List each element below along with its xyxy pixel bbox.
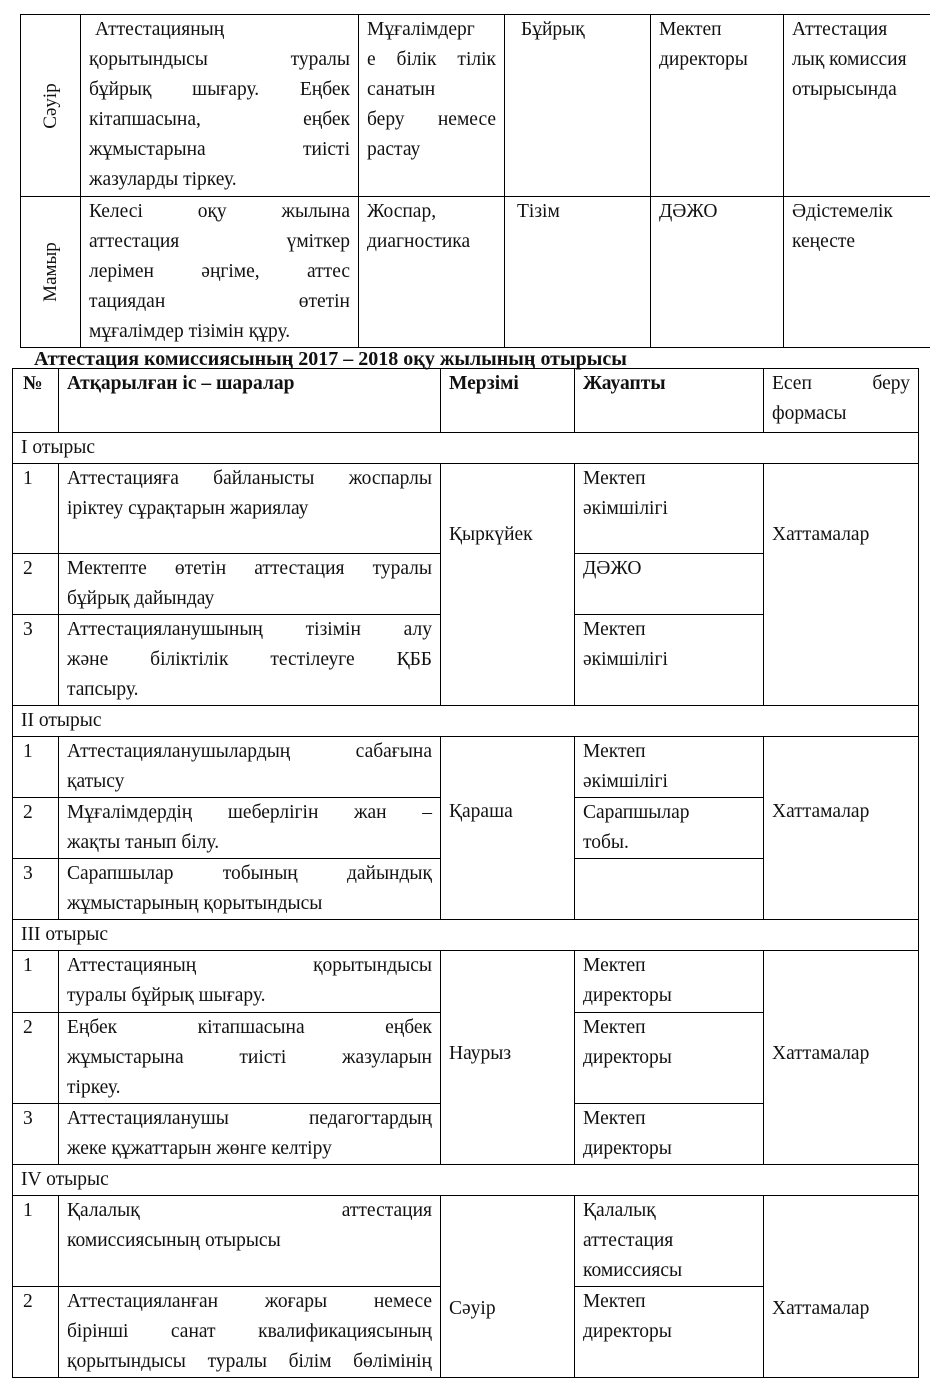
activity-cell [81, 197, 359, 348]
page-title: Аттестация комиссиясының 2017 – 2018 оқу жылының отырысы [34, 348, 627, 370]
item-activity [59, 798, 441, 859]
text-line: Тізім [517, 201, 560, 222]
venue-cell [784, 197, 930, 348]
item-activity [59, 737, 441, 798]
item-activity [59, 615, 441, 706]
text-line: директоры [583, 1047, 672, 1068]
text-line: Аттестацияның қорытындысы [67, 955, 432, 976]
item-number: 1 [13, 737, 59, 798]
session-row [13, 433, 919, 464]
header-responsible: Жауапты [575, 369, 764, 433]
text-line: әкімшілігі [583, 771, 668, 792]
text-line: әкімшілігі [583, 498, 668, 519]
item-activity [59, 464, 441, 554]
text-line: кітапшасына, еңбек [89, 109, 350, 130]
text-line: жұмыстарына тиісті жазуларын [67, 1047, 432, 1068]
month-cell [21, 15, 81, 197]
item-responsible [575, 951, 764, 1013]
text-line: және біліктілік тестілеуге ҚББ [67, 649, 432, 670]
text-line: директоры [583, 985, 672, 1006]
item-responsible [575, 554, 764, 615]
month-label: Мамыр [39, 242, 61, 302]
text-line: Есеп беру [772, 373, 910, 394]
text-line: қорытындысы туралы білім бөлімінің [67, 1351, 432, 1372]
responsible-cell [651, 197, 784, 348]
text-line: Мұғалімдерг [367, 19, 475, 40]
text-line: бұйрық шығару. Еңбек [89, 79, 350, 100]
text-line: Аттестацияның [95, 19, 225, 40]
text-line: іріктеу сұрақтарын жариялау [67, 498, 309, 519]
text-line: тіркеу. [67, 1077, 121, 1098]
text-line: директоры [583, 1321, 672, 1342]
item-responsible [575, 798, 764, 859]
session-date: Қараша [441, 737, 575, 920]
text-line: Мектеп [583, 741, 646, 762]
text-line: Аттестацияланған жоғары немесе [67, 1291, 432, 1312]
item-number: 3 [13, 859, 59, 920]
text-line: аттестация [583, 1230, 674, 1251]
text-line: қорытындысы туралы [89, 49, 350, 70]
text-line: Қалалық [583, 1200, 656, 1221]
item-number: 2 [13, 554, 59, 615]
text-line: комиссиясының отырысы [67, 1230, 281, 1251]
text-line: комиссиясы [583, 1260, 683, 1281]
item-responsible [575, 1013, 764, 1104]
text-line: директоры [659, 49, 748, 70]
item-responsible [575, 737, 764, 798]
session-row [13, 706, 919, 737]
session-report: Хаттамалар [764, 951, 919, 1165]
item-number: 3 [13, 615, 59, 706]
session-label: II отырыс [13, 706, 919, 737]
top-plan-table [20, 14, 930, 348]
item-responsible [575, 1104, 764, 1165]
item-responsible [575, 464, 764, 554]
text-line: Бұйрық [521, 19, 585, 40]
form-cell [505, 197, 651, 348]
item-activity [59, 1196, 441, 1287]
text-line: лық комиссия [792, 49, 907, 70]
text-line: е білік тілік [367, 49, 496, 70]
item-activity [59, 951, 441, 1013]
text-line: ДӘЖО [659, 201, 718, 222]
item-activity [59, 859, 441, 920]
text-line: диагностика [367, 231, 471, 252]
session-schedule-table [12, 368, 919, 1378]
text-line: Қалалық аттестация [67, 1200, 432, 1221]
session-date: Сәуір [441, 1196, 575, 1378]
text-line: ДӘЖО [583, 558, 642, 579]
item-responsible [575, 859, 764, 920]
text-line: Мектеп [583, 1017, 646, 1038]
session-row [13, 1165, 919, 1196]
table-row [21, 15, 930, 197]
month-label: Сәуір [39, 82, 61, 129]
item-number: 2 [13, 1013, 59, 1104]
item-number: 2 [13, 1287, 59, 1378]
table-row [21, 197, 930, 348]
item-activity [59, 554, 441, 615]
venue-cell [784, 15, 930, 197]
text-line: директоры [583, 1138, 672, 1159]
text-line: беру немесе [367, 109, 496, 130]
header-report [764, 369, 919, 433]
text-line: жеке құжаттарын жөнге келтіру [67, 1138, 332, 1159]
text-line: туралы бұйрық шығару. [67, 985, 266, 1006]
session-report: Хаттамалар [764, 737, 919, 920]
item-number: 3 [13, 1104, 59, 1165]
responsible-cell [651, 15, 784, 197]
session-label: IV отырыс [13, 1165, 919, 1196]
text-line: Аттестацияланушылардың сабағына [67, 741, 432, 762]
text-line: Әдістемелік [792, 201, 893, 222]
text-line: отырысында [792, 79, 897, 100]
item-responsible [575, 1287, 764, 1378]
form-cell [505, 15, 651, 197]
text-line: Мектеп [583, 955, 646, 976]
text-line: Мектепте өтетін аттестация туралы [67, 558, 432, 579]
text-line: Келесі оқу жылына [89, 201, 350, 222]
item-responsible [575, 615, 764, 706]
text-line: мұғалімдер тізімін құру. [89, 321, 291, 342]
text-line: жұмыстарына тиісті [89, 139, 350, 160]
session-row [13, 920, 919, 951]
text-line: лерімен әңгіме, аттес [89, 261, 350, 282]
text-line: тациядан өтетін [89, 291, 350, 312]
header-activity: Атқарылған іс – шаралар [59, 369, 441, 433]
purpose-cell [359, 15, 505, 197]
purpose-cell [359, 197, 505, 348]
session-date: Наурыз [441, 951, 575, 1165]
text-line: Мектеп [583, 619, 646, 640]
text-line: Еңбек кітапшасына еңбек [67, 1017, 432, 1038]
session-label: III отырыс [13, 920, 919, 951]
session-report: Хаттамалар [764, 464, 919, 706]
text-line: Мектеп [583, 1291, 646, 1312]
item-number: 1 [13, 1196, 59, 1287]
table-row [13, 464, 919, 554]
item-responsible [575, 1196, 764, 1287]
text-line: Мектеп [583, 468, 646, 489]
text-line: жұмыстарының қорытындысы [67, 893, 323, 914]
text-line: тапсыру. [67, 679, 139, 700]
text-line: Аттестацияланушы педагогтардың [67, 1108, 432, 1129]
text-line: Сарапшылар тобының дайындық [67, 863, 432, 884]
month-cell [21, 197, 81, 348]
text-line: жазуларды тіркеу. [89, 169, 237, 190]
text-line: Аттестация [792, 19, 888, 40]
text-line: бұйрық дайындау [67, 588, 215, 609]
text-line: Сарапшылар [583, 802, 690, 823]
text-line: Мұғалімдердің шеберлігін жан – [67, 802, 432, 823]
table-row [13, 1196, 919, 1287]
text-line: Аттестацияға байланысты жоспарлы [67, 468, 432, 489]
activity-cell [81, 15, 359, 197]
text-line: Жоспар, [367, 201, 437, 222]
text-line: растау [367, 139, 421, 160]
text-line: Мектеп [583, 1108, 646, 1129]
table-row [13, 951, 919, 1013]
text-line: Мектеп [659, 19, 722, 40]
item-activity [59, 1287, 441, 1378]
session-label: I отырыс [13, 433, 919, 464]
text-line: әкімшілігі [583, 649, 668, 670]
text-line: формасы [772, 403, 847, 424]
text-line: жақты танып білу. [67, 832, 220, 853]
text-line: кеңесте [792, 231, 856, 252]
item-number: 1 [13, 951, 59, 1013]
item-number: 1 [13, 464, 59, 554]
session-date: Қыркүйек [441, 464, 575, 706]
text-line: тобы. [583, 832, 629, 853]
header-num: № [13, 369, 59, 433]
text-line: қатысу [67, 771, 125, 792]
text-line: санатын [367, 79, 436, 100]
item-activity [59, 1013, 441, 1104]
session-report: Хаттамалар [764, 1196, 919, 1378]
item-activity [59, 1104, 441, 1165]
header-row [13, 369, 919, 433]
table-row [13, 737, 919, 798]
text-line: аттестация үміткер [89, 231, 350, 252]
header-date: Мерзімі [441, 369, 575, 433]
text-line: Аттестацияланушының тізімін алу [67, 619, 432, 640]
text-line: бірінші санат квалификациясының [67, 1321, 432, 1342]
item-number: 2 [13, 798, 59, 859]
